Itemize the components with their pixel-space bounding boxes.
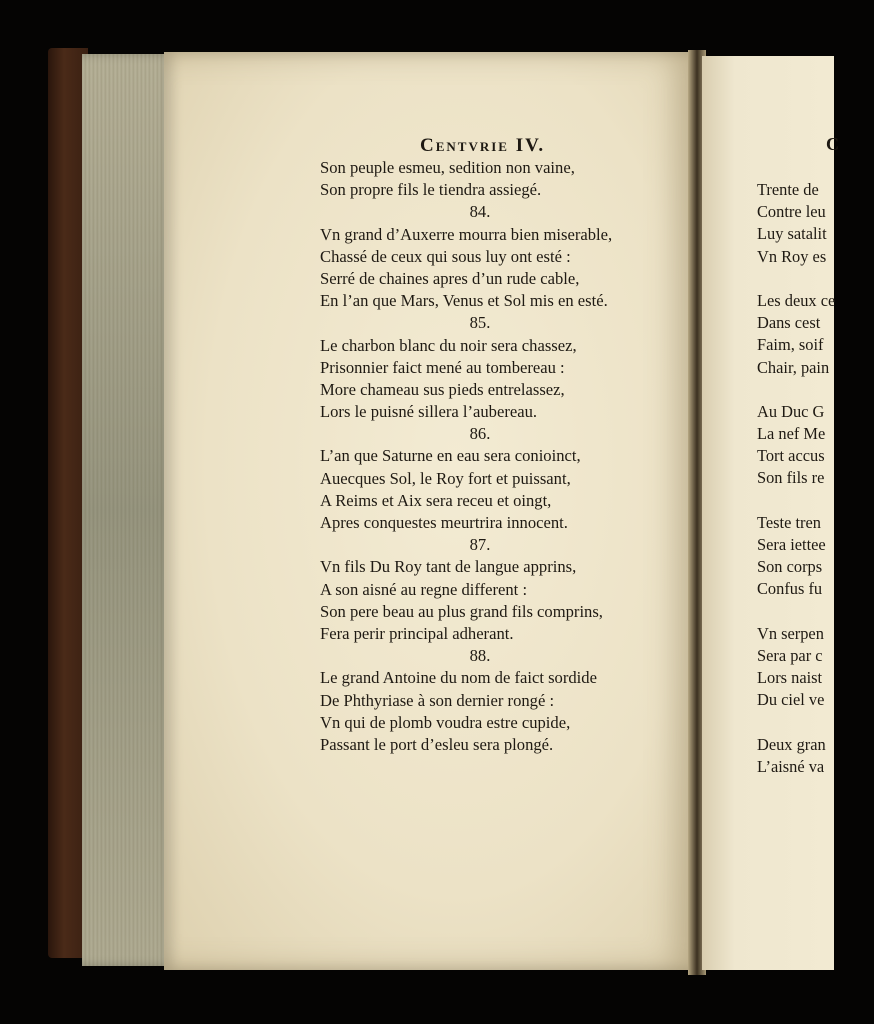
verse-line-fragment: Vn serpen [757, 623, 824, 643]
verse-line: De Phthyriase à son dernier rongé : [320, 690, 555, 710]
verse-line-fragment: Chair, pain [757, 357, 830, 377]
verse-line: Auecques Sol, le Roy fort et puissant, [320, 468, 571, 488]
verse-line: More chameau sus pieds entrelassez, [320, 379, 565, 399]
stanza-gap [757, 268, 874, 290]
verse-line: Son peuple esmeu, sedition non vaine, [320, 158, 575, 177]
verse-line: Passant le port d’esleu sera plongé. [320, 734, 554, 754]
stanza-gap [757, 490, 874, 512]
verse-line-fragment: Contre leu [757, 202, 826, 222]
verse-line: Chassé de ceux qui sous luy ont esté : [320, 246, 571, 266]
verse-line-fragment: Sera iettee [757, 535, 826, 554]
verse-line-fragment: Son fils re [757, 468, 825, 488]
verse-line: Vn qui de plomb voudra estre cupide, [320, 712, 571, 732]
quatrain-number: 84. [469, 202, 491, 222]
verse-line: Le grand Antoine du nom de faict sordide [320, 668, 597, 688]
verse-line-fragment: Lors naist [757, 668, 823, 688]
verse-line: Son pere beau au plus grand fils comprins, [320, 601, 603, 621]
verse-line: Lors le puisné sillera l’aubereau. [320, 402, 538, 422]
verse-line: L’an que Saturne en eau sera conioinct, [320, 446, 581, 466]
left-page-text [320, 157, 670, 756]
verse-line: Son propre fils le tiendra assiegé. [320, 180, 542, 200]
verse-line-fragment: Dans cest [757, 313, 821, 333]
verse-line: Fera perir principal adherant. [320, 623, 514, 643]
running-header: Centvrie IV. [420, 135, 546, 156]
verse-line: A Reims et Aix sera receu et oingt, [320, 490, 552, 510]
verse-line-fragment: Son corps [757, 557, 823, 577]
stanza-gap [757, 379, 874, 401]
right-running-header-fragment: C [826, 134, 839, 154]
verse-line-fragment: Tort accus [757, 446, 825, 466]
verse-line-fragment: Au Duc G [757, 401, 825, 421]
verse-line: En l’an que Mars, Venus et Sol mis en esté. [320, 291, 608, 311]
verse-line: Vn fils Du Roy tant de langue apprins, [320, 557, 577, 577]
quatrain-number: 87. [469, 535, 491, 555]
verse-line: Prisonnier faict mené au tombereau : [320, 357, 565, 377]
verse-line-fragment: Faim, soif [757, 335, 824, 355]
verse-line-fragment: Vn Roy es [757, 246, 827, 266]
verse-line: Serré de chaines apres d’un rude cable, [320, 268, 580, 288]
stanza-gap [757, 712, 874, 734]
quatrain-number: 86. [469, 424, 491, 444]
verse-line-fragment: Deux gran [757, 734, 826, 754]
verse-line-fragment: Confus fu [757, 579, 823, 599]
page-edges [82, 54, 174, 966]
quatrain-number: 88. [469, 646, 491, 666]
verse-line: Le charbon blanc du noir sera chassez, [320, 335, 577, 355]
stanza-gap [757, 601, 874, 623]
verse-line: Apres conquestes meurtrira innocent. [320, 513, 568, 532]
verse-line-fragment: Du ciel ve [757, 690, 825, 710]
verse-line-fragment: Luy satalit [757, 224, 827, 244]
verse-line-fragment: Trente de [757, 180, 819, 199]
right-page-text [757, 179, 874, 778]
verse-line-fragment: Les deux ce [757, 290, 836, 310]
verse-line-fragment: L’aisné va [757, 756, 825, 776]
verse-line: Vn grand d’Auxerre mourra bien miserable, [320, 224, 613, 244]
quatrain-number: 85. [469, 313, 491, 333]
verse-line: A son aisné au regne different : [320, 579, 528, 599]
verse-line-fragment: Sera par c [757, 645, 823, 665]
verse-line-fragment: La nef Me [757, 424, 826, 444]
verse-line-fragment: Teste tren [757, 512, 821, 532]
